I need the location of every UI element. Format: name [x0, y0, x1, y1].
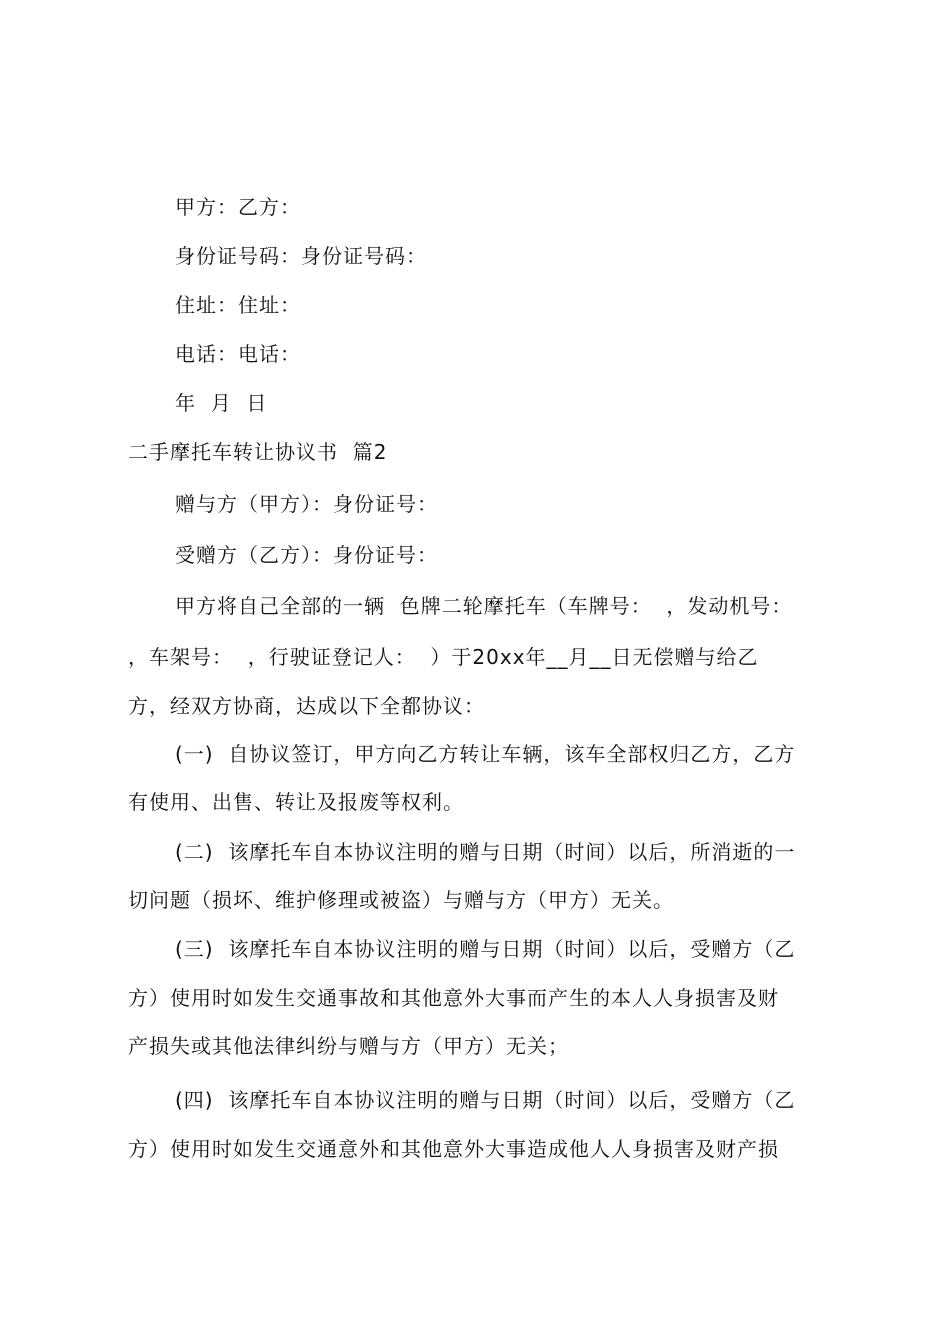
phone-line: 电话：电话：	[175, 342, 301, 366]
clause-two-line: (二) 该摩托车自本协议注明的赠与日期（时间）以后，所消逝的一	[175, 840, 796, 864]
clause-one-line: (一) 自协议签订，甲方向乙方转让车辆，该车全部权归乙方，乙方	[175, 742, 796, 766]
party-line: 甲方：乙方：	[175, 195, 301, 219]
paragraph-line: ，车架号： ，行驶证登记人： ）于20xx年__月__日无偿赠与给乙	[128, 645, 759, 669]
paragraph-line: 甲方将自己全部的一辆 色牌二轮摩托车（车牌号： ，发动机号：	[175, 594, 793, 618]
clause-three-line: 方）使用时如发生交通事故和其他意外大事而产生的本人人身损害及财	[128, 986, 779, 1010]
clause-three-line: (三) 该摩托车自本协议注明的赠与日期（时间）以后，受赠方（乙	[175, 937, 796, 961]
clause-four-line: 方）使用时如发生交通意外和其他意外大事造成他人人身损害及财产损	[128, 1137, 779, 1161]
clause-four-line: (四) 该摩托车自本协议注明的赠与日期（时间）以后，受赠方（乙	[175, 1088, 796, 1112]
clause-one-line: 有使用、出售、转让及报废等权利。	[128, 790, 464, 814]
paragraph-line: 方，经双方协商，达成以下全都协议：	[128, 694, 485, 718]
recipient-line: 受赠方（乙方）：身份证号：	[175, 543, 438, 567]
clause-two-line: 切问题（损坏、维护修理或被盗）与赠与方（甲方）无关。	[128, 888, 674, 912]
address-line: 住址：住址：	[175, 293, 301, 317]
section-heading: 二手摩托车转让协议书 篇2	[128, 440, 388, 464]
id-number-line: 身份证号码：身份证号码：	[175, 244, 427, 268]
date-line: 年 月 日	[175, 391, 268, 415]
donor-line: 赠与方（甲方）：身份证号：	[175, 492, 438, 516]
clause-three-line: 产损失或其他法律纠纷与赠与方（甲方）无关；	[128, 1034, 569, 1058]
